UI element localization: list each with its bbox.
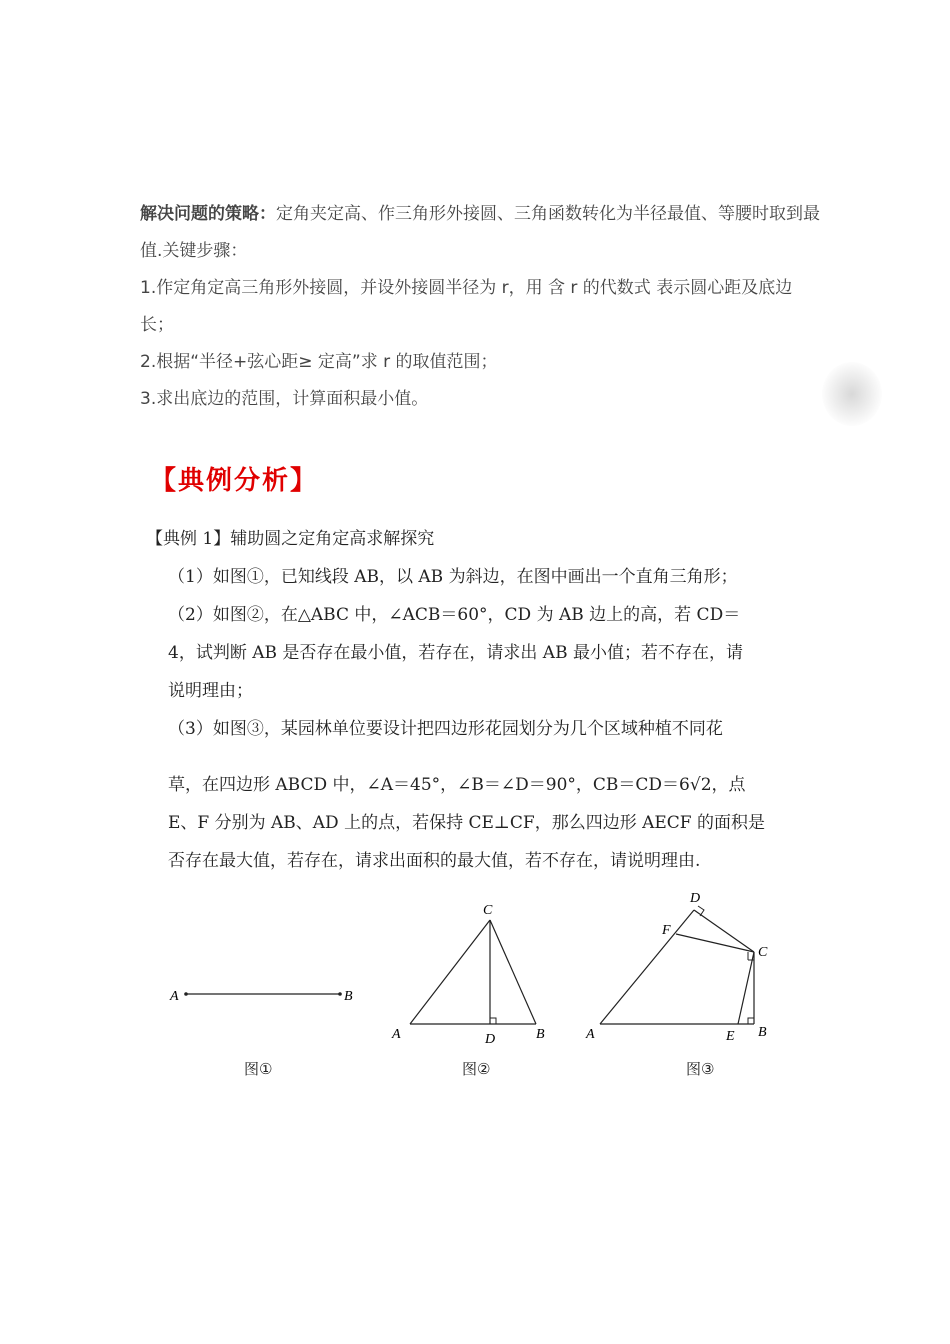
- strategy-step3: 3.求出底边的范围，计算面积最小值。: [140, 389, 429, 409]
- figures-svg: [160, 888, 800, 1048]
- segment-fc: [676, 934, 754, 952]
- figure-2-caption: 图②: [462, 1060, 491, 1078]
- section-title: 【典例分析】: [150, 466, 319, 496]
- fig3-label-d: D: [690, 891, 701, 906]
- fig3-label-e: E: [726, 1029, 735, 1044]
- question-3-line3: E、F 分别为 AB、AD 上的点，若保持 CE⊥CF，那么四边形 AECF 的面积是: [168, 813, 765, 833]
- figure-3-caption: 图③: [686, 1060, 715, 1078]
- scan-glare: [822, 362, 882, 426]
- question-2-line2: 4，试判断 AB 是否存在最小值，若存在，请求出 AB 最小值；若不存在，请: [168, 643, 743, 663]
- segment-ac: [410, 920, 490, 1024]
- question-2-line1: （2）如图②，在△ABC 中，∠ACB＝60°，CD 为 AB 边上的高，若 CD＝: [168, 605, 741, 625]
- question-1: （1）如图①，已知线段 AB，以 AB 为斜边，在图中画出一个直角三角形；: [168, 567, 738, 587]
- point-a: [184, 992, 188, 996]
- figure-3: [585, 891, 768, 1044]
- right-angle-d-3: [698, 906, 704, 916]
- right-angle-b: [748, 1018, 754, 1024]
- fig1-label-b: B: [344, 989, 353, 1004]
- fig2-label-d: D: [485, 1032, 496, 1047]
- strategy-step2: 2.根据“半径+弦心距≥ 定高”求 r 的取值范围；: [140, 352, 498, 372]
- segment-ce: [738, 952, 754, 1024]
- strategy-block: [140, 196, 820, 418]
- fig3-label-b: B: [758, 1025, 767, 1040]
- example-title: 【典例 1】辅助圆之定角定高求解探究: [146, 529, 435, 549]
- right-angle-d: [490, 1018, 496, 1024]
- fig2-label-c: C: [483, 903, 493, 918]
- strategy-lead-text: 定角夹定高、作三角形外接圆、三角函数转化为半径最值、等腰时取到最值.关键步骤：: [140, 204, 820, 261]
- question-3-line4: 否存在最大值，若存在，请求出面积的最大值，若不存在，请说明理由.: [168, 851, 701, 871]
- fig2-label-a: A: [392, 1027, 401, 1042]
- figure-1-caption: 图①: [244, 1060, 273, 1078]
- segment-ad: [600, 910, 694, 1024]
- fig2-label-b: B: [536, 1027, 545, 1042]
- figures: [160, 888, 800, 1088]
- segment-dc: [694, 910, 754, 952]
- question-3-line2: 草，在四边形 ABCD 中，∠A＝45°，∠B＝∠D＝90°，CB＝CD＝6√2，点: [168, 775, 746, 795]
- figure-1: [169, 989, 353, 1004]
- strategy-step1: 1.作定角定高三角形外接圆，并设外接圆半径为 r，用 含 r 的代数式 表示圆心距及底边长；: [140, 278, 793, 335]
- question-2-line3: 说明理由；: [168, 681, 253, 701]
- example-block: [146, 520, 816, 880]
- figure-2: [391, 903, 545, 1047]
- question-3-line1: （3）如图③，某园林单位要设计把四边形花园划分为几个区域种植不同花: [168, 719, 723, 739]
- point-b: [338, 992, 342, 996]
- strategy-lead: [140, 196, 820, 270]
- fig3-label-c: C: [758, 945, 768, 960]
- segment-bc: [490, 920, 536, 1024]
- fig3-label-a: A: [586, 1027, 595, 1042]
- fig3-label-f: F: [662, 923, 671, 938]
- fig1-label-a: A: [170, 989, 179, 1004]
- strategy-lead-bold: 解决问题的策略：: [140, 204, 276, 224]
